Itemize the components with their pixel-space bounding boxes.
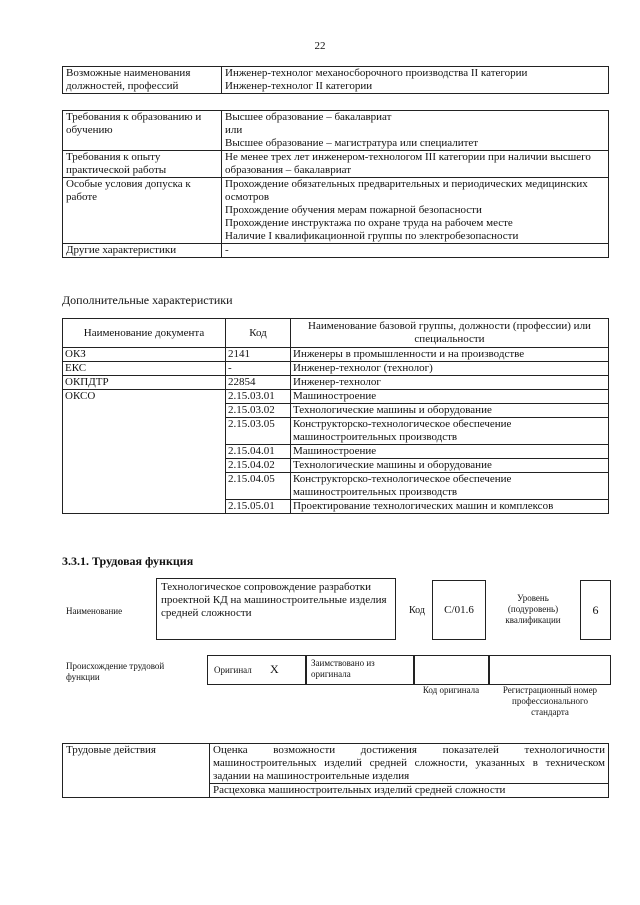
row-name: Машиностроение xyxy=(291,390,609,404)
borrowed-label: Заимствовано из оригинала xyxy=(311,658,375,679)
requirement-value: Не менее трех лет инженером-технологом III категории при наличии высшего образования – бакалавриат xyxy=(225,151,591,176)
header-code: Код xyxy=(226,319,291,348)
requirement-label: Требования к опыту практической работы xyxy=(63,151,222,178)
table-row xyxy=(63,362,609,376)
header-name: Наименование базовой группы, должности (профессии) или специальности xyxy=(291,319,609,348)
row-code: 22854 xyxy=(226,376,291,390)
requirement-values xyxy=(222,178,609,244)
row-code: 2141 xyxy=(226,348,291,362)
reg-number-caption: Регистрационный номер профессионального стандарта xyxy=(502,685,598,717)
requirement-values xyxy=(222,111,609,151)
additional-title: Дополнительные характеристики xyxy=(62,293,233,307)
original-label: Оригинал xyxy=(214,665,252,675)
requirement-label: Особые условия допуска к работе xyxy=(63,178,222,244)
requirement-value: Наличие I квалификационной группы по электробезопасности xyxy=(225,230,519,242)
position-value: Инженер-технолог механосборочного производства II категории xyxy=(225,67,528,79)
row-name: Машиностроение xyxy=(291,445,609,459)
section-title: 3.3.1. Трудовая функция xyxy=(62,554,194,568)
function-name-box: Технологическое сопровождение разработки проектной КД на машиностроительные изделия средней сложности xyxy=(156,578,396,640)
requirement-value: Прохождение инструктажа по охране труда на рабочем месте xyxy=(225,217,513,229)
positions-values xyxy=(222,67,609,94)
position-value: Инженер-технолог II категории xyxy=(225,80,373,92)
positions-table xyxy=(62,66,609,94)
requirement-value: Прохождение обязательных предварительных и периодических медицинских осмотров xyxy=(225,178,588,203)
requirement-label: Другие характеристики xyxy=(63,244,222,258)
row-name: Технологические машины и оборудование xyxy=(291,404,609,418)
row-doc: ОКСО xyxy=(63,390,226,514)
row-code: 2.15.03.02 xyxy=(226,404,291,418)
requirements-row xyxy=(63,244,609,258)
name-label: Наименование xyxy=(66,606,123,616)
classifier-header-row xyxy=(63,319,609,348)
original-cell xyxy=(207,655,307,685)
row-doc: ОКПДТР xyxy=(63,376,226,390)
requirement-value: или xyxy=(225,124,243,136)
requirement-label: Требования к образованию и обучению xyxy=(63,111,222,151)
row-code: 2.15.04.01 xyxy=(226,445,291,459)
classifier-table xyxy=(62,318,609,514)
requirement-values xyxy=(222,151,609,178)
code-original-cell xyxy=(413,655,490,685)
row-code: 2.15.03.05 xyxy=(226,418,291,445)
row-name: Проектирование технологических машин и комплексов xyxy=(291,500,609,514)
row-code: 2.15.05.01 xyxy=(226,500,291,514)
origin-label: Происхождение трудовой функции xyxy=(66,661,165,682)
page-number: 22 xyxy=(314,40,326,52)
row-code: 2.15.03.01 xyxy=(226,390,291,404)
requirement-values xyxy=(222,244,609,258)
requirements-row xyxy=(63,151,609,178)
action-value: Расцеховка машиностроительных изделий средней сложности xyxy=(210,784,609,798)
row-name: Инженер-технолог xyxy=(291,376,609,390)
table-row xyxy=(63,348,609,362)
row-code: 2.15.04.02 xyxy=(226,459,291,473)
row-doc: ЕКС xyxy=(63,362,226,376)
actions-label: Трудовые действия xyxy=(63,744,210,798)
code-original-caption: Код оригинала xyxy=(422,685,480,695)
requirement-value: Высшее образование – бакалавриат xyxy=(225,111,392,123)
actions-table xyxy=(62,743,609,798)
row-name: Конструкторско-технологическое обеспечение машиностроительных производств xyxy=(291,418,609,445)
requirements-row xyxy=(63,111,609,151)
level-label: Уровень (подуровень) квалификации xyxy=(505,593,561,625)
reg-number-cell xyxy=(488,655,611,685)
code-label: Код xyxy=(409,605,425,616)
row-code: 2.15.04.05 xyxy=(226,473,291,500)
requirements-table xyxy=(62,110,609,258)
requirement-value: Прохождение обучения мерам пожарной безопасности xyxy=(225,204,482,216)
positions-label: Возможные наименования должностей, профессий xyxy=(63,67,222,94)
requirement-value: - xyxy=(225,244,229,256)
row-name: Технологические машины и оборудование xyxy=(291,459,609,473)
row-name: Инженеры в промышленности и на производстве xyxy=(291,348,609,362)
level-value-box: 6 xyxy=(580,580,611,640)
row-name: Конструкторско-технологическое обеспечение машиностроительных производств xyxy=(291,473,609,500)
original-mark: X xyxy=(270,662,279,676)
row-name: Инженер-технолог (технолог) xyxy=(291,362,609,376)
requirements-row xyxy=(63,178,609,244)
requirement-value: Высшее образование – магистратура или специалитет xyxy=(225,137,479,149)
action-value: Оценка возможности достижения показателей технологичности машиностроительных изделий средней сложности, указанных в техническом задании на машиностроительные изделия xyxy=(210,744,609,784)
row-code: - xyxy=(226,362,291,376)
table-row xyxy=(63,376,609,390)
row-doc: ОКЗ xyxy=(63,348,226,362)
function-code-box: С/01.6 xyxy=(432,580,486,640)
borrowed-cell xyxy=(305,655,415,685)
header-doc: Наименование документа xyxy=(63,319,226,348)
table-row xyxy=(63,390,609,404)
